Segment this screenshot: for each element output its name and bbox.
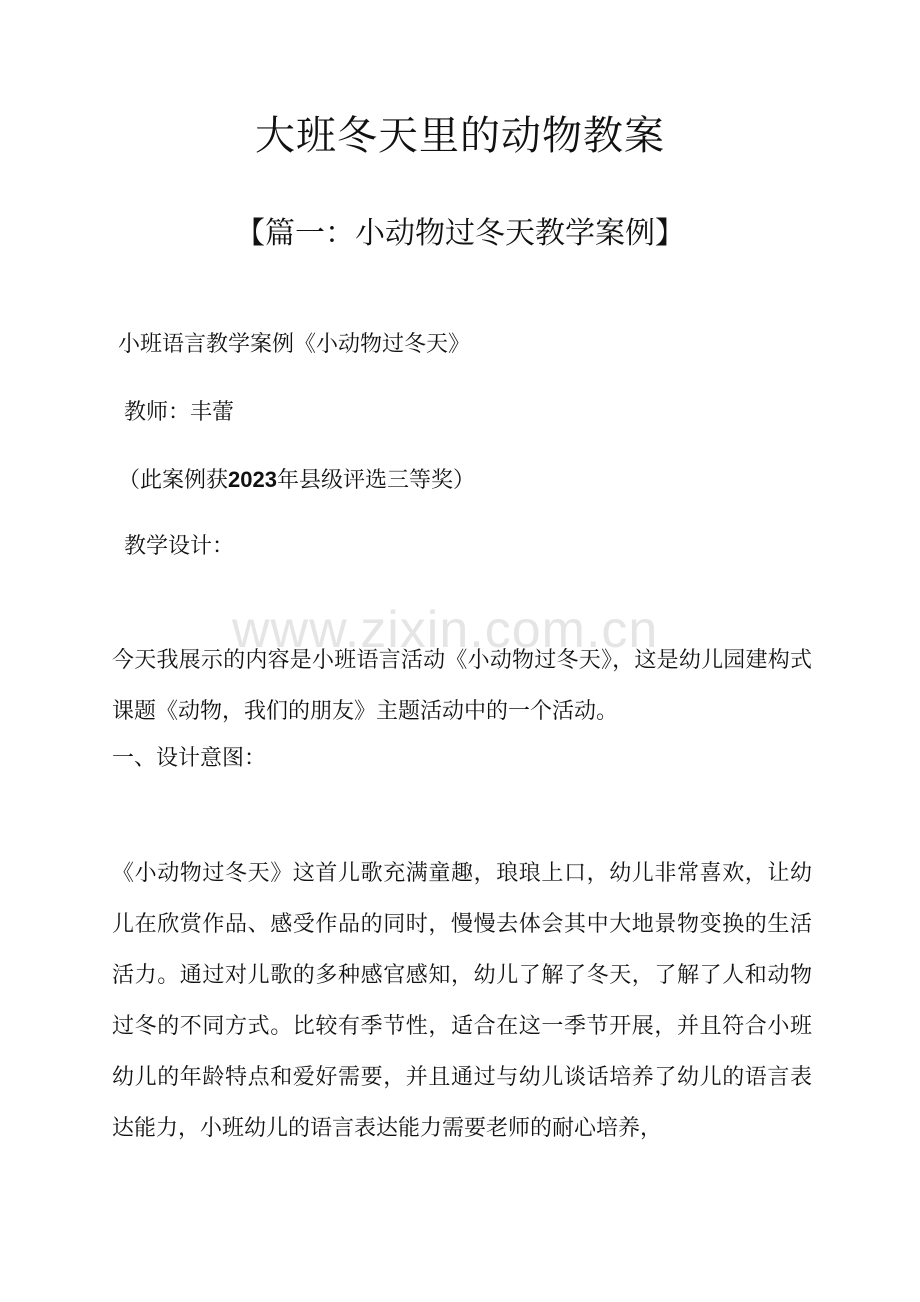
watermark: www.zixin.com.cn [232, 601, 659, 659]
award-line [118, 465, 475, 496]
design-label: 教学设计： [124, 534, 235, 559]
document-subtitle: 【篇一：小动物过冬天教学案例】 [235, 216, 685, 251]
section-heading: 一、设计意图： [112, 746, 267, 771]
design-intent-paragraph: 《小动物过冬天》这首儿歌充满童趣，琅琅上口，幼儿非常喜欢，让幼儿在欣赏作品、感受作品的同时，慢慢去体会其中大地景物变换的生活活力。通过对儿歌的多种感官感知，幼儿了解了冬天，了解了人和动物过冬的不同方式。比较有季节性，适合在这一季节开展，并且符合小班幼儿的年龄特点和爱好需要，并且通过与幼儿谈话培养了幼儿的语言表达能力，小班幼儿的语言表达能力需要老师的耐心培养， [112, 861, 812, 1141]
document-title: 大班冬天里的动物教案 [255, 113, 665, 159]
case-title: 小班语言教学案例《小动物过冬天》 [118, 332, 471, 357]
teacher-line: 教师：丰蕾 [124, 400, 235, 425]
award-year: 2023 [228, 467, 277, 492]
award-prefix: （此案例获 [118, 468, 229, 493]
award-suffix: 年县级评选三等奖） [276, 468, 475, 493]
intro-paragraph: 今天我展示的内容是小班语言活动《小动物过冬天》，这是幼儿园建构式课题《动物，我们的朋友》主题活动中的一个活动。 [112, 648, 812, 724]
